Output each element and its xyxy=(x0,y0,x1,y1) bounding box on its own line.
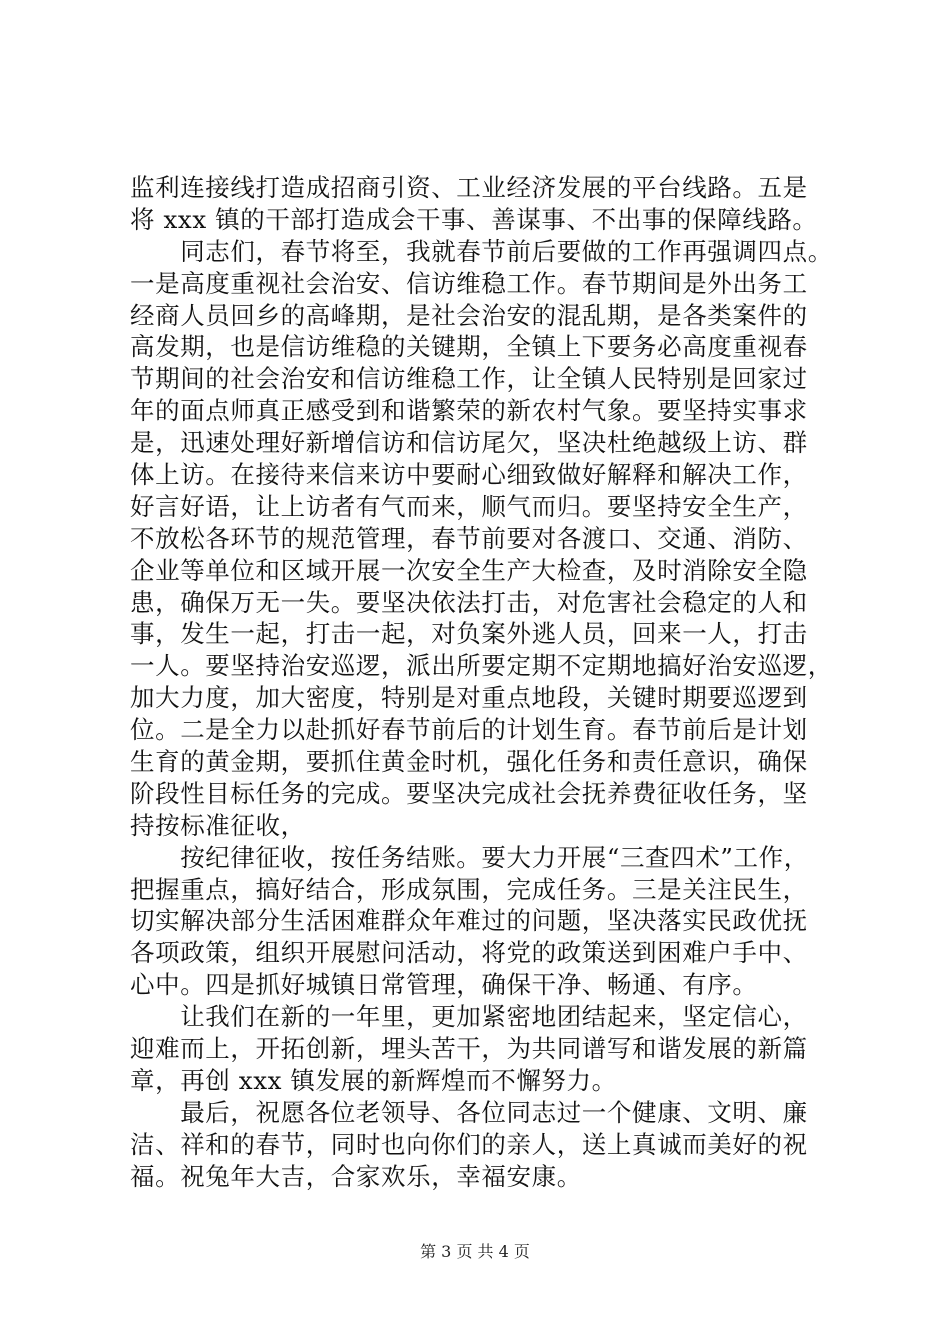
text-line: 节期间的社会治安和信访维稳工作，让全镇人民特别是回家过 xyxy=(130,364,808,394)
text-line: 心中。四是抓好城镇日常管理，确保干净、畅通、有序。 xyxy=(130,970,758,1000)
text-line: 最后，祝愿各位老领导、各位同志过一个健康、文明、廉 xyxy=(130,1097,808,1127)
text-line: 加大力度，加大密度，特别是对重点地段，关键时期要巡逻到 xyxy=(130,683,808,713)
text-line: 经商人员回乡的高峰期，是社会治安的混乱期，是各类案件的 xyxy=(130,300,808,330)
text-line: 把握重点，搞好结合，形成氛围，完成任务。三是关注民生， xyxy=(130,874,808,904)
text-line: 一人。要坚持治安巡逻，派出所要定期不定期地搞好治安巡逻， xyxy=(130,651,833,681)
text-line: 监利连接线打造成招商引资、工业经济发展的平台线路。五是 xyxy=(130,173,808,202)
text-line: 高发期，也是信访维稳的关键期，全镇上下要务必高度重视春 xyxy=(130,332,808,362)
text-line: 洁、祥和的春节，同时也向你们的亲人，送上真诚而美好的祝 xyxy=(130,1129,808,1159)
text-line: 生育的黄金期，要抓住黄金时机，强化任务和责任意识，确保 xyxy=(130,747,808,777)
text-line: 切实解决部分生活困难群众年难过的问题，坚决落实民政优抚 xyxy=(130,906,808,936)
text-line: 将 xxx 镇的干部打造成会干事、善谋事、不出事的保障线路。 xyxy=(130,204,818,234)
text-line: 章，再创 xxx 镇发展的新辉煌而不懈努力。 xyxy=(130,1065,617,1095)
text-line: 好言好语，让上访者有气而来，顺气而归。要坚持安全生产， xyxy=(130,491,808,521)
text-line: 患，确保万无一失。要坚决依法打击，对危害社会稳定的人和 xyxy=(130,587,808,617)
text-line: 一是高度重视社会治安、信访维稳工作。春节期间是外出务工 xyxy=(130,268,808,298)
text-line: 企业等单位和区域开展一次安全生产大检查，及时消除安全隐 xyxy=(130,555,808,585)
text-line: 事，发生一起，打击一起，对负案外逃人员，回来一人，打击 xyxy=(130,619,808,649)
text-line: 各项政策，组织开展慰问活动，将党的政策送到困难户手中、 xyxy=(130,938,808,968)
text-line: 阶段性目标任务的完成。要坚决完成社会抚养费征收任务，坚 xyxy=(130,778,808,808)
text-line: 让我们在新的一年里，更加紧密地团结起来，坚定信心， xyxy=(130,1002,808,1032)
text-line: 不放松各环节的规范管理，春节前要对各渡口、交通、消防、 xyxy=(130,523,808,553)
text-line: 是，迅速处理好新增信访和信访尾欠，坚决杜绝越级上访、群 xyxy=(130,428,808,458)
text-line: 福。祝兔年大吉，合家欢乐，幸福安康。 xyxy=(130,1161,582,1191)
text-line: 同志们，春节将至，我就春节前后要做的工作再强调四点。 xyxy=(130,236,833,266)
text-line: 年的面点师真正感受到和谐繁荣的新农村气象。要坚持实事求 xyxy=(130,396,808,426)
page-number-footer: 第 3 页 共 4 页 xyxy=(420,1242,530,1261)
text-line: 体上访。在接待来信来访中要耐心细致做好解释和解决工作， xyxy=(130,460,808,490)
text-line: 迎难而上，开拓创新，埋头苦干，为共同谱写和谐发展的新篇 xyxy=(130,1034,808,1064)
text-line: 按纪律征收，按任务结账。要大力开展“三查四术”工作， xyxy=(130,842,809,872)
body-text xyxy=(130,172,832,1193)
text-line: 持按标准征收， xyxy=(130,810,306,840)
text-line: 位。二是全力以赴抓好春节前后的计划生育。春节前后是计划 xyxy=(130,715,808,745)
